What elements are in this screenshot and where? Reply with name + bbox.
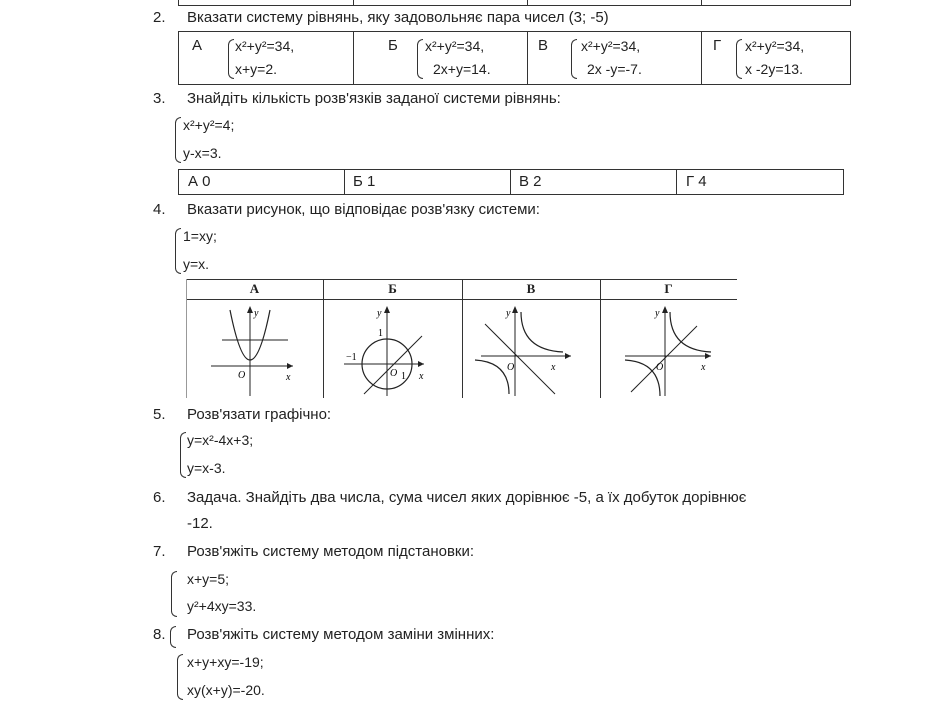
q4-figure-a-x-label: x [286, 372, 291, 383]
q2-option-g-eq1: x²+y²=34, [745, 38, 805, 54]
q7-brace [171, 571, 177, 617]
q4-figure-b-x-label: x [419, 371, 424, 382]
q2-option-a-eq2: x+y=2. [235, 61, 278, 77]
q4-figure-a-graph [186, 300, 323, 398]
q4-figure-v-origin: O [507, 362, 515, 373]
q7-eq1: x+y=5; [187, 571, 230, 587]
q4-number: 4. [153, 201, 166, 218]
q4-figure-g-origin: O [656, 362, 664, 373]
q4-brace [175, 228, 181, 274]
q2-option-b-eq1: x²+y²=34, [425, 38, 485, 54]
previous-options-table-fragment [178, 0, 851, 6]
q4-figure-v-graph [463, 300, 600, 398]
q5-eq1: y=x²-4x+3; [187, 432, 254, 448]
q5-eq2: y=x-3. [187, 460, 226, 476]
q4-figure-b-graph [324, 300, 462, 398]
q8-brace [177, 654, 183, 700]
q8-number: 8. [153, 626, 166, 643]
q3-brace [175, 117, 181, 163]
q4-figure-v-label: В [526, 281, 536, 296]
q2-options-table [178, 31, 851, 85]
q3-option-a: А 0 [188, 173, 211, 190]
q4-figure-a-origin: O [238, 370, 246, 381]
q8-text: Розв'яжіть систему методом заміни змінних: [187, 626, 495, 643]
q2-option-g-brace [736, 39, 742, 79]
q3-option-b: Б 1 [353, 173, 376, 190]
q2-option-b-letter: Б [388, 37, 398, 54]
q2-option-a-eq1: x²+y²=34, [235, 38, 295, 54]
q4-figure-table [186, 279, 737, 398]
q3-eq2: y-x=3. [183, 145, 222, 161]
q5-brace [180, 432, 186, 478]
q2-text: Вказати систему рівнянь, яку задовольняє пара чисел (3; -5) [187, 9, 609, 26]
q4-figure-g-x-label: x [701, 362, 706, 373]
q6-number: 6. [153, 489, 166, 506]
q4-figure-b-tick-one-x: 1 [401, 371, 406, 382]
q2-option-g-eq2: x -2y=13. [745, 61, 803, 77]
q5-text: Розв'язати графічно: [187, 406, 332, 423]
q2-option-a-letter: А [192, 37, 203, 54]
q5-number: 5. [153, 406, 166, 423]
q4-figure-g-y-label: y [655, 308, 660, 319]
q4-figure-a-label: А [249, 281, 260, 296]
q4-figure-b-y-label: y [377, 308, 382, 319]
q2-number: 2. [153, 9, 166, 26]
q3-text: Знайдіть кількість розв'язків заданої системи рівнянь: [187, 90, 561, 107]
q4-figure-b-tick-one: 1 [378, 328, 383, 339]
q4-figure-g-label: Г [664, 281, 673, 296]
q2-option-a-brace [228, 39, 234, 79]
q7-text: Розв'яжіть систему методом підстановки: [187, 543, 475, 560]
q7-eq2: y²+4xy=33. [187, 598, 257, 614]
q3-number: 3. [153, 90, 166, 107]
q3-eq1: x²+y²=4; [183, 117, 235, 133]
q4-text: Вказати рисунок, що відповідає розв'язку системи: [187, 201, 540, 218]
q4-figure-v-y-label: y [506, 308, 511, 319]
q8-eq2: xy(x+y)=-20. [187, 682, 265, 698]
q2-option-g-letter: Г [713, 37, 722, 54]
q6-text-continued: -12. [187, 515, 213, 532]
q7-number: 7. [153, 543, 166, 560]
q3-option-v: В 2 [519, 173, 542, 190]
q4-eq1: 1=xy; [183, 228, 217, 244]
q8-outer-brace [170, 626, 176, 648]
q2-option-v-eq1: x²+y²=34, [581, 38, 641, 54]
q4-figure-b-label: Б [388, 281, 397, 296]
q2-option-v-brace [571, 39, 577, 79]
q4-figure-b-origin: O [390, 368, 398, 379]
q8-eq1: x+y+xy=-19; [187, 654, 264, 670]
q4-figure-v-x-label: x [551, 362, 556, 373]
q4-eq2: y=x. [183, 256, 210, 272]
q6-text: Задача. Знайдіть два числа, сума чисел яких дорівнює -5, а їх добуток дорівнює [187, 489, 747, 506]
q2-option-b-eq2: 2x+y=14. [433, 61, 491, 77]
q4-figure-g-graph [601, 300, 737, 398]
q2-option-v-letter: В [538, 37, 549, 54]
q4-figure-a-y-label: y [254, 308, 259, 319]
q4-figure-b-tick-neg-one: −1 [346, 352, 357, 363]
q3-options-table [178, 169, 844, 195]
q3-option-g: Г 4 [686, 173, 707, 190]
q2-option-v-eq2: 2x -y=-7. [587, 61, 642, 77]
